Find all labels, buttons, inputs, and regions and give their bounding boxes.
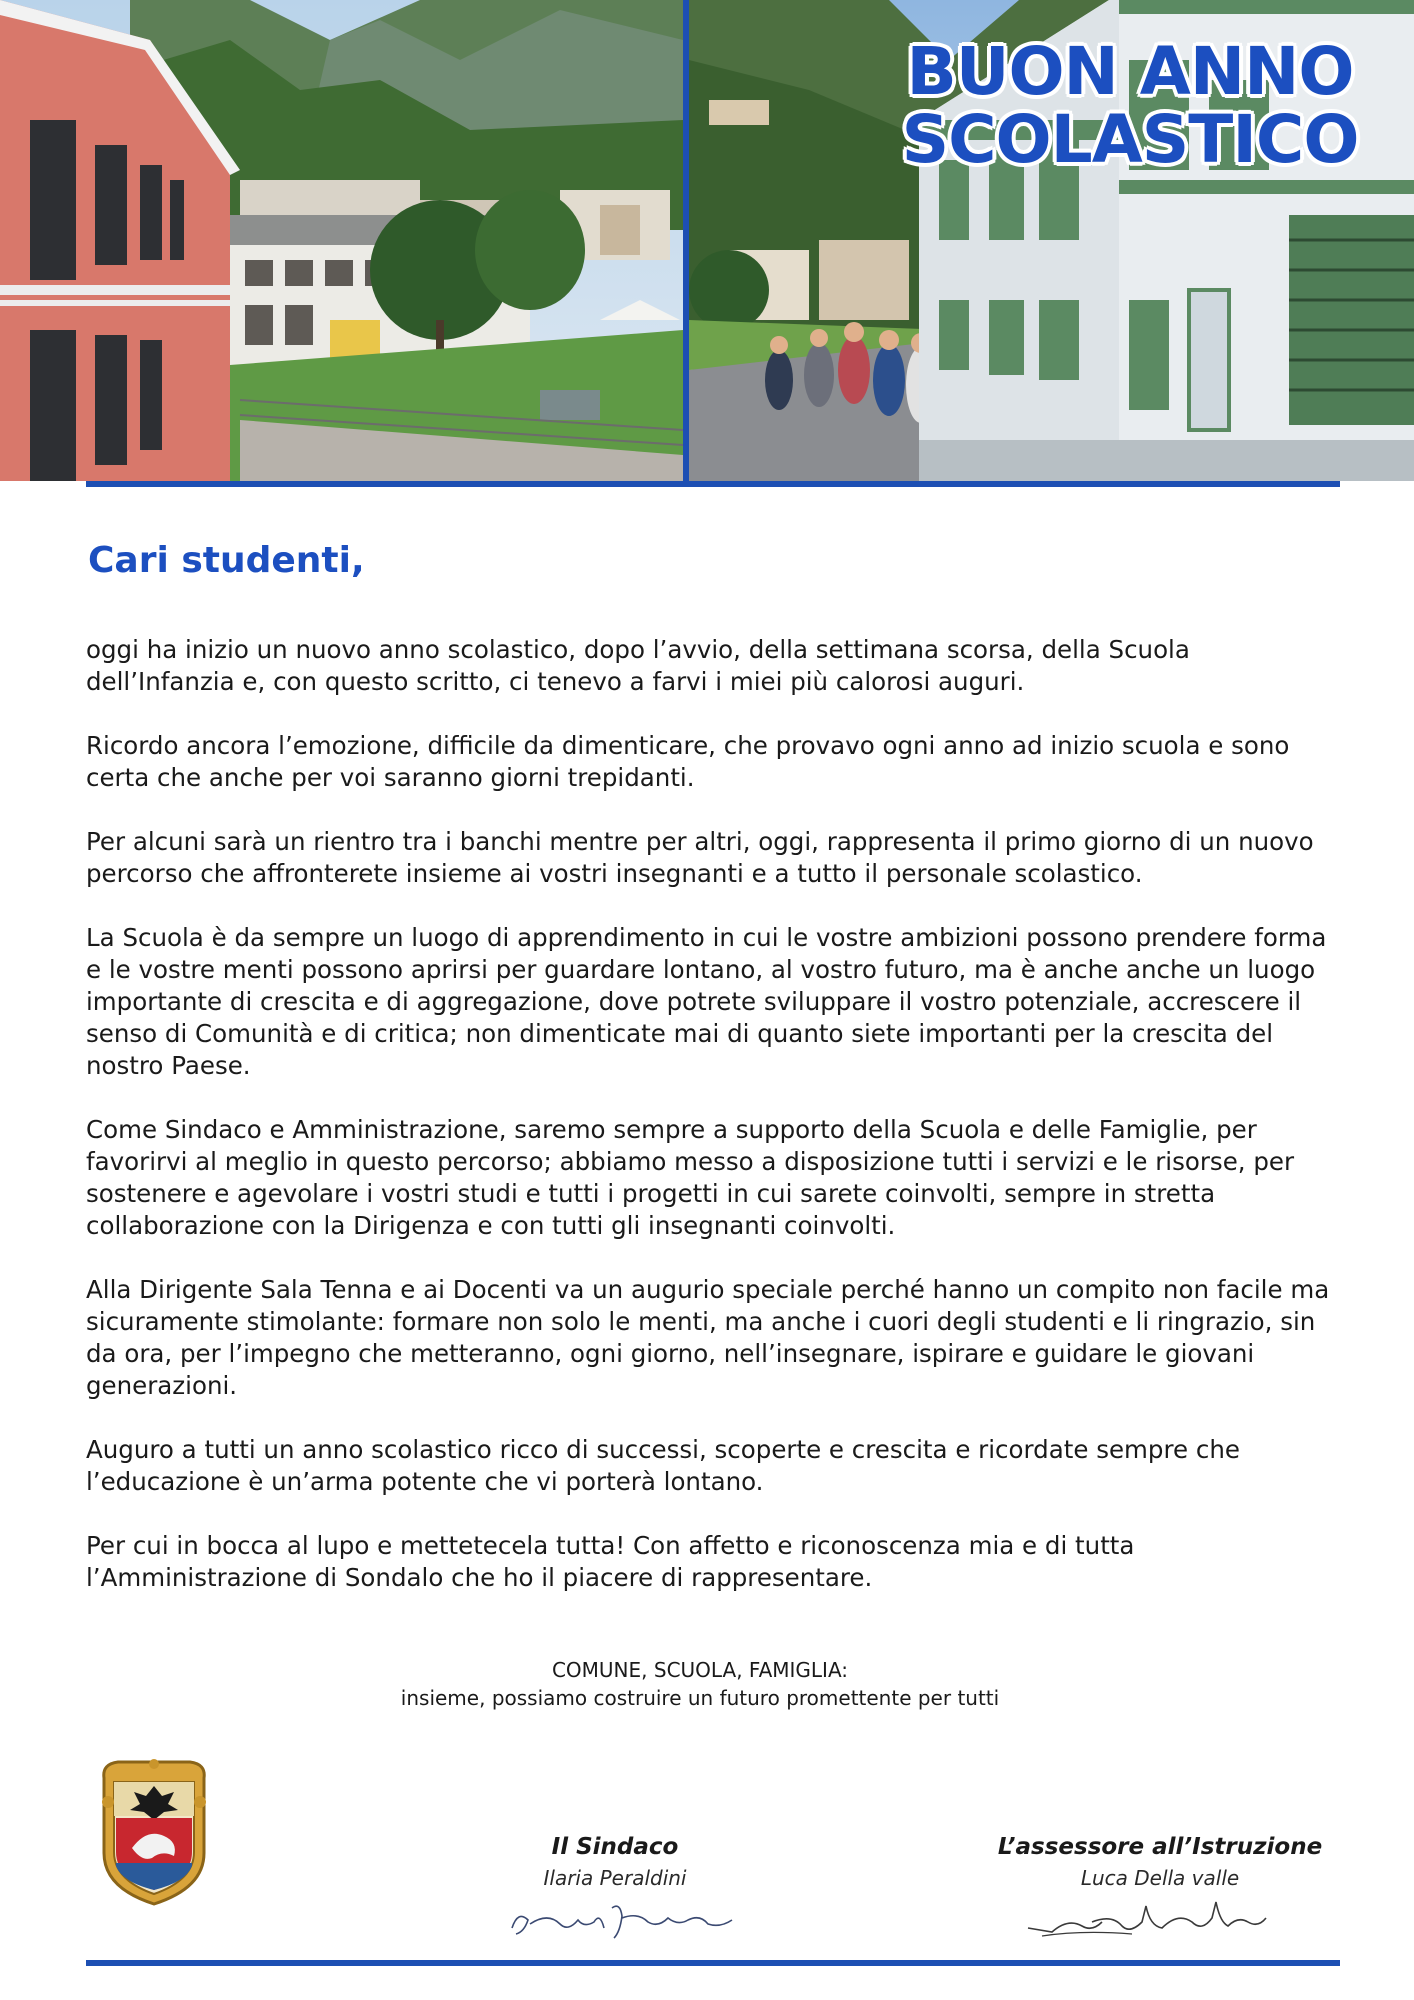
greeting: Cari studenti, — [88, 540, 365, 581]
paragraph: Come Sindaco e Amministrazione, saremo sempre a supporto della Scuola e delle Famiglie, per favorirvi al meglio in questo percorso; abbiamo messo a disposizione tutti i servizi e le risorse, per sostenere e agevolare i vostri studi e tutti i progetti in cui sarete coinvolti, sempre in stretta collaborazione con la Dirigenza e con tutti gli insegnanti coinvolti. — [86, 1115, 1295, 1240]
page-title — [880, 33, 1380, 178]
sondalo-coat-of-arms — [92, 1758, 216, 1908]
school-courtyard-photo — [0, 0, 683, 481]
header-rule — [86, 481, 1340, 487]
paragraph: Per cui in bocca al lupo e mettetecela tutta! Con affetto e riconoscenza mia e di tutta l’Amministrazione di Sondalo che ho il piacere di rappresentare. — [86, 1531, 1135, 1592]
councillor-signature-block — [990, 1834, 1330, 1890]
mayor-signature-block — [500, 1834, 730, 1890]
letter-body — [86, 634, 1346, 1626]
footer-rule — [86, 1960, 1340, 1966]
paragraph: Ricordo ancora l’emozione, difficile da dimenticare, che provavo ogni anno ad inizio scuola e sono certa che anche per voi saranno giorni trepidanti. — [86, 731, 1290, 792]
councillor-handwritten-signature — [1022, 1892, 1272, 1942]
mayor-handwritten-signature — [508, 1898, 748, 1944]
paragraph: Per alcuni sarà un rientro tra i banchi mentre per altri, oggi, rappresenta il primo giorno di un nuovo percorso che affronterete insieme ai vostri insegnanti e a tutto il personale scolastico. — [86, 827, 1314, 888]
councillor-name: Luca Della valle — [1080, 1866, 1240, 1890]
title-line-2: SCOLASTICO — [901, 101, 1359, 178]
mayor-role: Il Sindaco — [551, 1834, 679, 1860]
motto — [300, 1656, 1100, 1712]
title-line-1: BUON ANNO — [906, 33, 1354, 110]
paragraph: La Scuola è da sempre un luogo di apprendimento in cui le vostre ambizioni possono prendere forma e le vostre menti possono aprirsi per guardare lontano, al vostro futuro, ma è anche anche un luogo importante di crescita e di aggregazione, dove potrete sviluppare il vostro potenziale, accrescere il senso di Comunità e di critica; non dimenticate mai di quanto siete importanti per la crescita del nostro Paese. — [86, 923, 1327, 1080]
councillor-role: L’assessore all’Istruzione — [997, 1834, 1323, 1860]
paragraph: Auguro a tutti un anno scolastico ricco di successi, scoperte e crescita e ricordate sempre che l’educazione è un’arma potente che vi porterà lontano. — [86, 1435, 1240, 1496]
paragraph: Alla Dirigente Sala Tenna e ai Docenti va un augurio speciale perché hanno un compito non facile ma sicuramente stimolante: formare non solo le menti, ma anche i cuori degli studenti e li ringrazio, sin da ora, per l’impegno che metteranno, ogni giorno, nell’insegnare, ispirare e guidare le giovani generazioni. — [86, 1275, 1330, 1400]
paragraph: oggi ha inizio un nuovo anno scolastico, dopo l’avvio, della settimana scorsa, della Scuola dell’Infanzia e, con questo scritto, ci tenevo a farvi i miei più calorosi auguri. — [86, 635, 1190, 696]
motto-line-2: insieme, possiamo costruire un futuro promettente per tutti — [400, 1686, 1000, 1710]
motto-line-1: COMUNE, SCUOLA, FAMIGLIA: — [551, 1658, 849, 1682]
mayor-name: Ilaria Peraldini — [543, 1866, 687, 1890]
